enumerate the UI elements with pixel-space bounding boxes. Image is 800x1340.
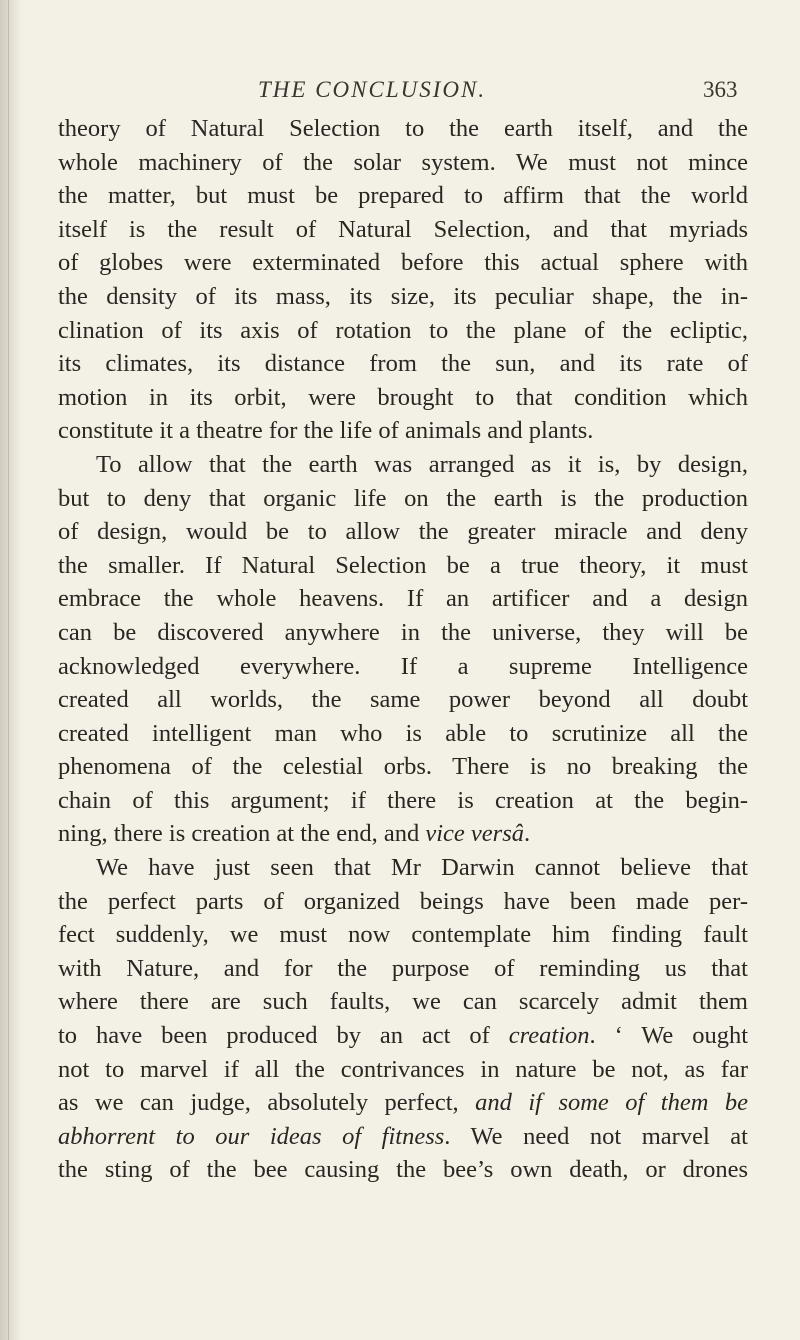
italic-emphasis: abhorrent to our ideas of fitness [58,1122,445,1150]
text-line: constitute it a theatre for the life of animals and plants. [58,417,594,445]
italic-emphasis: creation [508,1022,590,1050]
running-title: THE CONCLUSION. [258,77,487,102]
text-line: theory of Natural Selection to the earth itself, and the [58,115,748,142]
text-line: of globes were exterminated before this actual sphere with [58,249,748,277]
text-line: clination of its axis of rotation to the plane of the ecliptic, [58,316,748,344]
text-line: the density of its mass, its size, its peculiar shape, the in- [58,282,748,310]
text-line: itself is the result of Natural Selection, and that myriads [58,215,748,243]
text-line: but to deny that organic life on the earth is the production [58,484,748,512]
text-line: phenomena of the celestial orbs. There is no breaking the [58,753,748,781]
text-line: the perfect parts of organized beings have been made per- [58,887,748,915]
text-line: not to marvel if all the contrivances in nature be not, as far [58,1055,748,1083]
page-number: 363 [703,77,738,102]
text-line: motion in its orbit, were brought to that condition which [58,383,748,411]
text-line: created all worlds, the same power beyond all doubt [58,686,748,714]
text-line: the matter, but must be prepared to affirm that the world [58,182,748,210]
text-line: where there are such faults, we can scarcely admit them [58,988,748,1016]
text-line: the smaller. If Natural Selection be a true theory, it must [58,551,748,579]
text-line: of design, would be to allow the greater miracle and deny [58,518,748,546]
body-text [58,112,748,1187]
text-line: its climates, its distance from the sun, and its rate of [58,350,748,378]
gutter-shadow [0,0,22,1340]
text-line: as we can judge, absolutely perfect, and if some of them be [58,1089,748,1117]
text-line: created intelligent man who is able to scrutinize all the [58,719,748,747]
text-line: acknowledged everywhere. If a supreme Intelligence [58,652,748,680]
text-line-paragraph-start: We have just seen that Mr Darwin cannot believe that [96,854,748,882]
text-line: with Nature, and for the purpose of reminding us that [58,954,748,982]
text-line-paragraph-start: To allow that the earth was arranged as it is, by design, [96,450,748,478]
text-line: whole machinery of the solar system. We must not mince [58,148,748,176]
text-line-italic-end: ning, there is creation at the end, and vice versâ. [58,820,531,848]
text-line: the sting of the bee causing the bee’s own death, or drones [58,1156,748,1184]
italic-emphasis: vice versâ [425,820,524,848]
running-head [0,77,800,107]
text-line: fect suddenly, we must now contemplate him finding fault [58,921,748,949]
text-line: abhorrent to our ideas of fitness. We need not marvel at [58,1122,748,1150]
italic-emphasis: and if some of them be [475,1089,748,1117]
text-line: chain of this argument; if there is creation at the begin- [58,786,748,814]
text-line: embrace the whole heavens. If an artificer and a design [58,585,748,613]
text-line: to have been produced by an act of creation. ‘ We ought [58,1022,748,1050]
text-line: can be discovered anywhere in the universe, they will be [58,618,748,646]
gutter-line [8,0,9,1340]
